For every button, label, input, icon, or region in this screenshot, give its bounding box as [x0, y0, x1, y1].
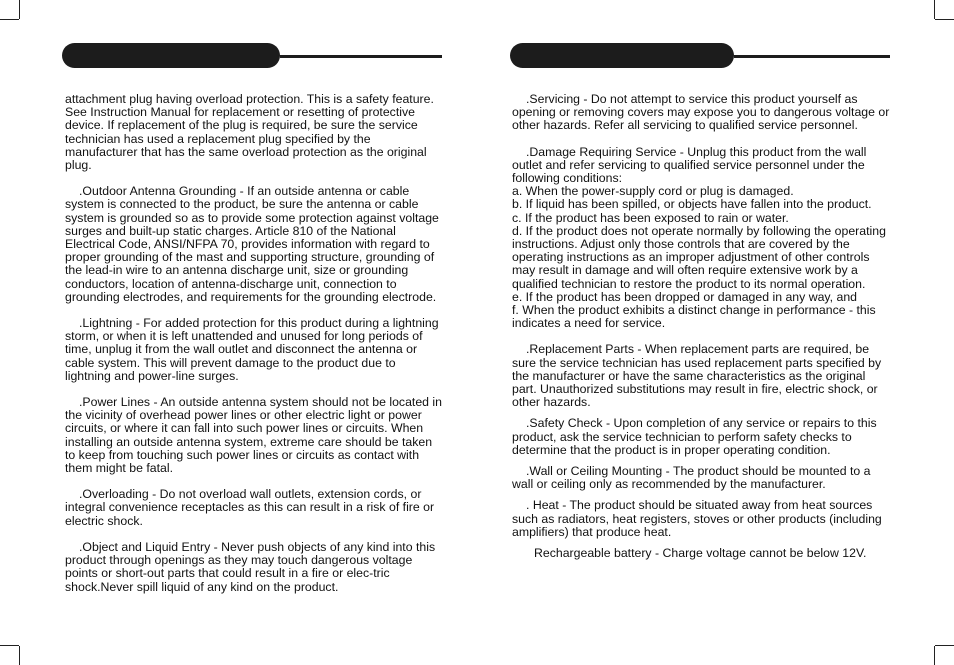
crop-mark-bottom-right-h	[935, 645, 954, 646]
plug-protection-paragraph: attachment plug having overload protection. This is a safety feature. See Instruction Manual for replacement or resetting of protective device. If replacement of the plug is required, be sure the service technician has used a replacement plug specified by the manufacturer that has the same overload protection as the original plug.	[65, 92, 434, 173]
right-header-bar	[510, 43, 734, 68]
overloading-paragraph: .Overloading - Do not overload wall outlets, extension cords, or integral convenience receptacles as this can result in a risk of fire or electric shock.	[65, 487, 435, 528]
damage-item-a: a. When the power-supply cord or plug is damaged.	[512, 184, 794, 199]
battery-note: Rechargeable battery - Charge voltage cannot be below 12V.	[534, 546, 867, 561]
crop-mark-top-right	[934, 0, 935, 19]
wall-mounting-paragraph: .Wall or Ceiling Mounting - The product should be mounted to a wall or ceiling only as recommended by the manufacturer.	[512, 464, 871, 492]
crop-mark-top-left-h	[0, 19, 19, 20]
right-header-rule	[734, 55, 890, 58]
left-header-rule	[280, 55, 442, 58]
power-lines-paragraph: .Power Lines - An outside antenna system should not be located in the vicinity of overhead power lines or other electric light or power circuits, or where it can fall into such power lines or circuits. When installing an outside antenna system, extreme care should be taken to keep from touching such power lines or circuits as contact with them might be fatal.	[65, 395, 442, 476]
crop-mark-bottom-left	[19, 646, 20, 665]
object-liquid-entry-paragraph: .Object and Liquid Entry - Never push objects of any kind into this product through openings as they may touch dangerous voltage points or short-out parts that could result in a fire or elec-tric shock.Never spill liquid of any kind on the product.	[65, 539, 436, 594]
left-column	[65, 93, 443, 594]
damage-item-c: c. If the product has been exposed to rain or water.	[512, 210, 789, 225]
left-header-bar	[62, 43, 280, 68]
crop-mark-bottom-right	[934, 646, 935, 665]
replacement-parts-paragraph: .Replacement Parts - When replacement parts are required, be sure the service technician has used replacement parts specified by the manufacturer or have the same characteristics as the original part. Unauthorized substitutions may result in fire, electric shock, or other hazards.	[512, 342, 882, 410]
heat-paragraph: . Heat - The product should be situated away from heat sources such as radiators, heat registers, stoves or other products (including amplifiers) that produce heat.	[512, 498, 882, 539]
damage-item-b: b. If liquid has been spilled, or objects have fallen into the product.	[512, 197, 872, 212]
lightning-paragraph: .Lightning - For added protection for this product during a lightning storm, or when it is left unattended and unused for long periods of time, unplug it from the wall outlet and disconnect the antenna or cable system. This will prevent damage to the product due to lightning and power-line surges.	[65, 316, 439, 383]
crop-mark-top-right-h	[935, 19, 954, 20]
right-column	[512, 93, 892, 560]
crop-mark-top-left	[19, 0, 20, 19]
servicing-paragraph: .Servicing - Do not attempt to service this product yourself as opening or removing covers may expose you to dangerous voltage or other hazards. Refer all servicing to qualified service personnel.	[512, 92, 890, 133]
damage-intro-paragraph: .Damage Requiring Service - Unplug this product from the wall outlet and refer servicing to qualified service personnel under the following conditions:	[512, 144, 867, 186]
damage-item-e: e. If the product has been dropped or damaged in any way, and	[512, 289, 858, 304]
damage-item-f: f. When the product exhibits a distinct change in performance - this indicates a need for service.	[512, 303, 876, 331]
damage-item-d: d. If the product does not operate normally by following the operating instructions. Adjust only those controls that are covered by the operating instructions as an improper adjustment of other controls may result in damage and will often require extensive work by a qualified technician to restore the product to its normal operation.	[512, 223, 886, 291]
safety-check-paragraph: .Safety Check - Upon completion of any service or repairs to this product, ask the service technician to perform safety checks to determine that the product is in proper operating condition.	[512, 416, 877, 457]
antenna-grounding-paragraph: .Outdoor Antenna Grounding - If an outside antenna or cable system is connected to the product, be sure the antenna or cable system is grounded so as to provide some protection against voltage surges and built-up static charges. Article 810 of the National Electrical Code, ANSI/NFPA 70, provides information with regard to proper grounding of the mast and supporting structure, grounding of the lead-in wire to an antenna discharge unit, size or grounding conductors, location of antenna-discharge unit, connection to grounding electrodes, and requirements for the grounding electrode.	[65, 184, 439, 304]
crop-mark-bottom-left-h	[0, 645, 19, 646]
